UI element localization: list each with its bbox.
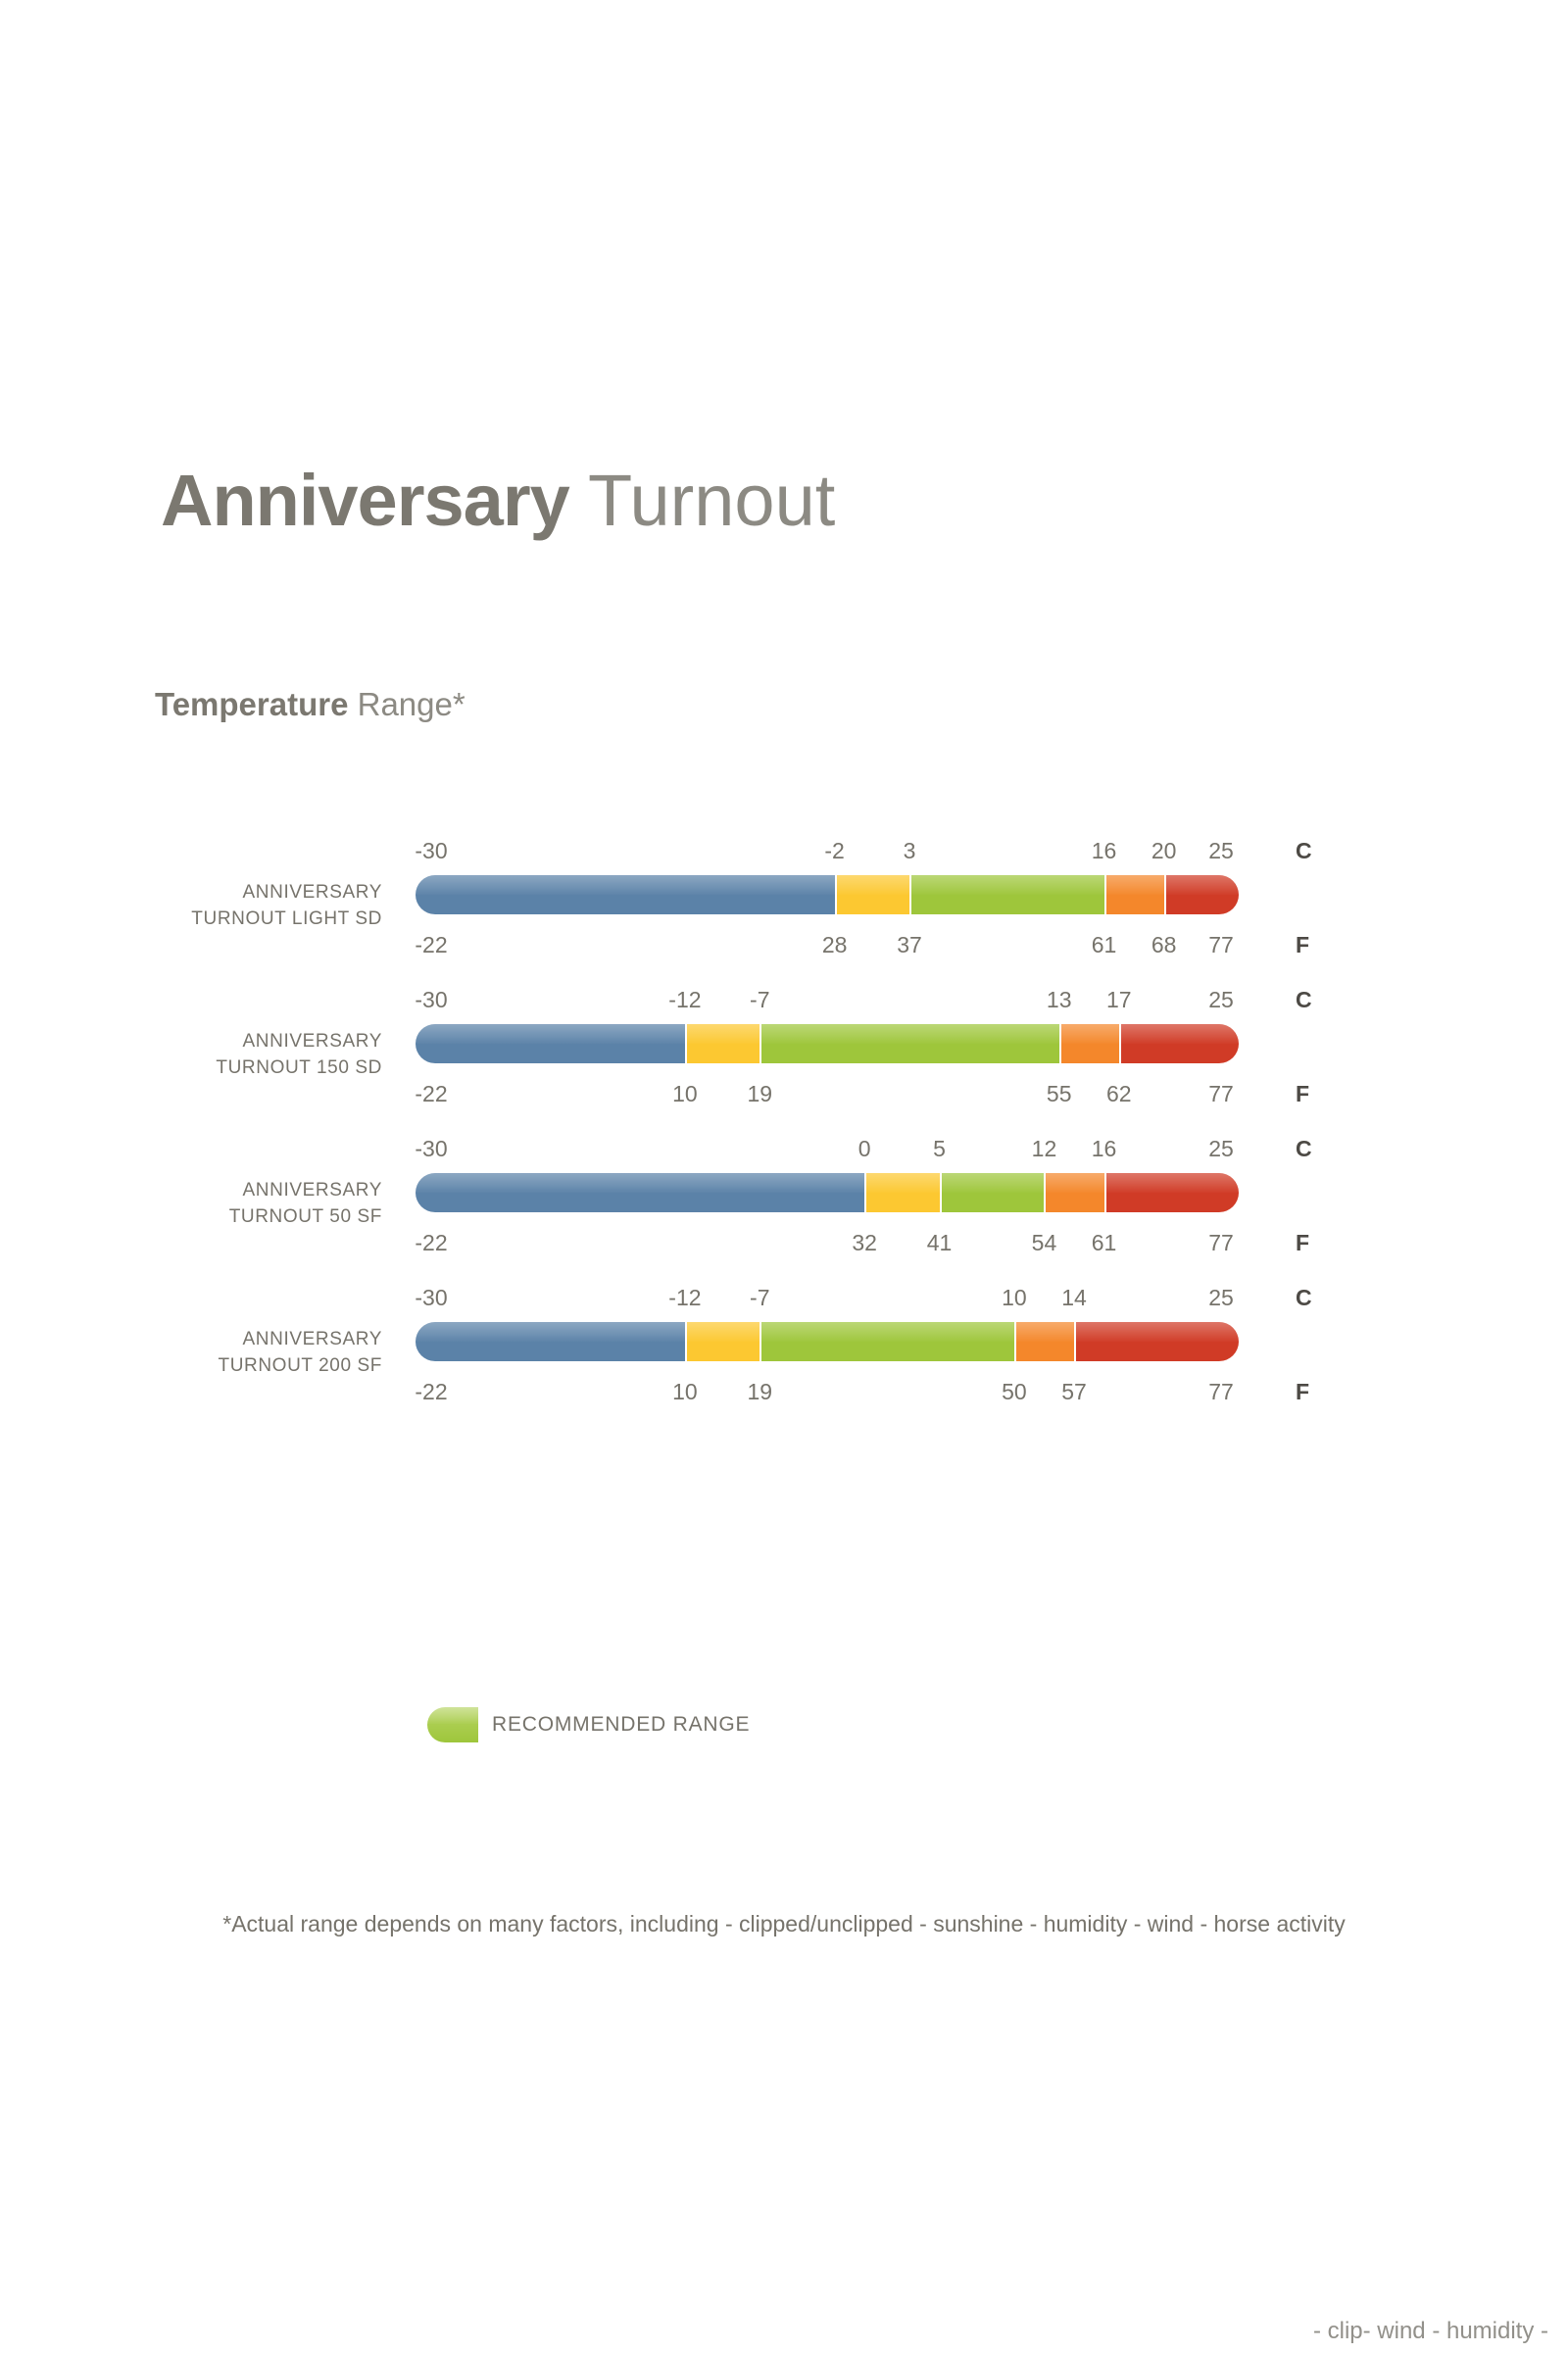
- celsius-tick-row: [415, 987, 1312, 1012]
- temperature-segment-hot: [1164, 875, 1239, 914]
- chart-row: [0, 838, 1568, 1005]
- temperature-segment-recommended: [909, 875, 1104, 914]
- fahrenheit-tick-label: 57: [1061, 1379, 1087, 1404]
- celsius-unit-label: C: [1296, 1136, 1312, 1161]
- fahrenheit-tick-label: 55: [1046, 1081, 1072, 1106]
- celsius-tick-label: 12: [1031, 1136, 1057, 1161]
- temperature-segment-warm: [1104, 875, 1164, 914]
- celsius-tick-label: -2: [824, 838, 845, 863]
- product-label-line1: ANNIVERSARY: [242, 1031, 382, 1052]
- celsius-tick-label: 16: [1091, 838, 1117, 863]
- temperature-segment-warm: [1044, 1173, 1103, 1212]
- temperature-bar-track: [416, 1322, 1239, 1361]
- temperature-bar: [416, 875, 1239, 914]
- page-title-light: Turnout: [568, 460, 836, 541]
- celsius-tick-label: 16: [1091, 1136, 1117, 1161]
- temperature-segment-warm: [1059, 1024, 1119, 1063]
- celsius-tick-label: -30: [415, 1285, 448, 1310]
- celsius-unit-label: C: [1296, 1285, 1312, 1310]
- celsius-unit-label: C: [1296, 838, 1312, 863]
- chart-row: [0, 1285, 1568, 1451]
- temperature-segment-cold: [416, 1173, 864, 1212]
- fahrenheit-tick-label: 62: [1106, 1081, 1132, 1106]
- chart-legend: [427, 1707, 750, 1742]
- product-label-line1: ANNIVERSARY: [242, 1329, 382, 1349]
- fahrenheit-tick-label: 19: [747, 1379, 773, 1404]
- temperature-bar: [416, 1173, 1239, 1212]
- celsius-tick-label: 0: [858, 1136, 871, 1161]
- fahrenheit-tick-label: 68: [1151, 932, 1177, 957]
- fahrenheit-tick-label: 37: [897, 932, 922, 957]
- temperature-segment-cool: [685, 1322, 760, 1361]
- temperature-segment-cold: [416, 1024, 685, 1063]
- temperature-segment-cold: [416, 1322, 685, 1361]
- temperature-bar: [416, 1024, 1239, 1063]
- celsius-tick-label: -12: [668, 987, 702, 1012]
- section-heading-bold: Temperature: [155, 686, 349, 722]
- fahrenheit-unit-label: F: [1296, 1379, 1310, 1404]
- fahrenheit-tick-label: 41: [926, 1230, 953, 1255]
- fahrenheit-tick-label: -22: [415, 1379, 448, 1404]
- product-label: [127, 1177, 382, 1230]
- temperature-segment-recommended: [760, 1322, 1014, 1361]
- fahrenheit-tick-row: [415, 1379, 1310, 1404]
- celsius-tick-label: -12: [668, 1285, 702, 1310]
- celsius-tick-label: 13: [1046, 987, 1072, 1012]
- celsius-tick-label: -30: [415, 838, 448, 863]
- fahrenheit-tick-row: [415, 1081, 1310, 1106]
- product-label: [127, 1326, 382, 1379]
- temperature-bar: [416, 1322, 1239, 1361]
- temperature-bar-track: [416, 875, 1239, 914]
- celsius-tick-label: 25: [1208, 1285, 1234, 1310]
- fahrenheit-tick-label: 50: [1002, 1379, 1027, 1404]
- temperature-bar-track: [416, 1024, 1239, 1063]
- fahrenheit-tick-label: -22: [415, 932, 448, 957]
- section-heading-light: Range*: [348, 686, 466, 722]
- fahrenheit-tick-label: 19: [747, 1081, 773, 1106]
- fahrenheit-unit-label: F: [1296, 1230, 1310, 1255]
- fahrenheit-tick-label: 77: [1208, 1379, 1234, 1404]
- page-title: [161, 459, 835, 542]
- temperature-segment-cool: [864, 1173, 939, 1212]
- celsius-tick-label: 17: [1106, 987, 1132, 1012]
- fahrenheit-unit-label: F: [1296, 932, 1310, 957]
- celsius-tick-label: 25: [1208, 987, 1234, 1012]
- fahrenheit-tick-label: 77: [1208, 1081, 1234, 1106]
- bottom-bleed-label: - clip- wind - humidity -: [1312, 2318, 1548, 2344]
- product-label-line2: TURNOUT 50 SF: [228, 1206, 382, 1227]
- celsius-tick-row: [415, 1285, 1312, 1310]
- fahrenheit-tick-label: 10: [672, 1379, 698, 1404]
- temperature-segment-cold: [416, 875, 835, 914]
- legend-swatch-recommended: [427, 1707, 478, 1742]
- fahrenheit-tick-label: 77: [1208, 1230, 1234, 1255]
- fahrenheit-tick-label: 61: [1091, 1230, 1117, 1255]
- fahrenheit-tick-label: 54: [1031, 1230, 1057, 1255]
- footnote: *Actual range depends on many factors, including - clipped/unclipped - sunshine - humidity - wind - horse activity: [222, 1911, 1346, 1936]
- celsius-tick-label: -30: [415, 987, 448, 1012]
- fahrenheit-tick-label: 32: [852, 1230, 877, 1255]
- fahrenheit-tick-label: 61: [1091, 932, 1117, 957]
- celsius-tick-label: -7: [750, 1285, 770, 1310]
- celsius-tick-label: 3: [903, 838, 916, 863]
- fahrenheit-tick-label: 77: [1208, 932, 1234, 957]
- celsius-tick-label: 20: [1151, 838, 1177, 863]
- product-label-line2: TURNOUT 200 SF: [218, 1355, 382, 1376]
- temperature-segment-recommended: [940, 1173, 1045, 1212]
- celsius-unit-label: C: [1296, 987, 1312, 1012]
- celsius-tick-label: 25: [1208, 1136, 1234, 1161]
- celsius-tick-label: 10: [1002, 1285, 1027, 1310]
- celsius-tick-label: -7: [750, 987, 770, 1012]
- fahrenheit-tick-row: [415, 1230, 1310, 1255]
- chart-row: [0, 987, 1568, 1153]
- temperature-bar-track: [416, 1173, 1239, 1212]
- product-label-line2: TURNOUT 150 SD: [216, 1057, 382, 1078]
- fahrenheit-tick-label: 10: [672, 1081, 698, 1106]
- section-heading: [155, 686, 466, 723]
- fahrenheit-tick-label: -22: [415, 1081, 448, 1106]
- bottom-bleed-text: [1313, 2318, 1548, 2345]
- product-label-line2: TURNOUT LIGHT SD: [191, 908, 382, 929]
- celsius-tick-row: [415, 1136, 1312, 1161]
- celsius-tick-label: 14: [1061, 1285, 1087, 1310]
- product-label-line1: ANNIVERSARY: [242, 882, 382, 903]
- fahrenheit-unit-label: F: [1296, 1081, 1310, 1106]
- celsius-tick-row: [415, 838, 1312, 863]
- celsius-tick-label: 5: [933, 1136, 946, 1161]
- page-title-bold: Anniversary: [161, 460, 569, 541]
- fahrenheit-tick-label: -22: [415, 1230, 448, 1255]
- temperature-segment-cool: [685, 1024, 760, 1063]
- temperature-segment-hot: [1104, 1173, 1239, 1212]
- legend-label: RECOMMENDED RANGE: [492, 1713, 751, 1736]
- temperature-segment-recommended: [760, 1024, 1058, 1063]
- celsius-tick-label: 25: [1208, 838, 1234, 863]
- product-label: [127, 1028, 382, 1081]
- celsius-tick-label: -30: [415, 1136, 448, 1161]
- chart-row: [0, 1136, 1568, 1302]
- product-label: [127, 879, 382, 932]
- temperature-segment-hot: [1119, 1024, 1239, 1063]
- product-label-line1: ANNIVERSARY: [242, 1180, 382, 1201]
- fahrenheit-tick-label: 28: [821, 932, 848, 957]
- temperature-segment-warm: [1014, 1322, 1074, 1361]
- temperature-segment-hot: [1074, 1322, 1239, 1361]
- temperature-segment-cool: [835, 875, 909, 914]
- fahrenheit-tick-row: [415, 932, 1310, 957]
